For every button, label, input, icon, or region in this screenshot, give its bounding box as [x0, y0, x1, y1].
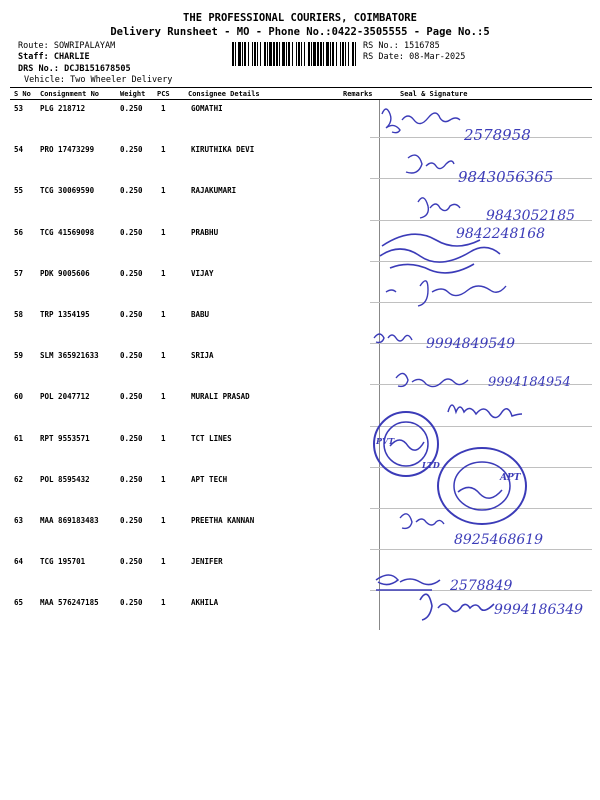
barcode-bar: [273, 42, 275, 66]
row-consignment-no: RPT 9553571: [40, 433, 90, 443]
rs-no-label: RS No.:: [363, 41, 399, 51]
row-sno: 59: [14, 351, 24, 361]
signature-57: [386, 281, 506, 306]
row-weight: 0.250: [120, 310, 143, 319]
barcode-bar: [317, 42, 319, 66]
barcode-bar: [330, 42, 331, 66]
signature-60: [396, 373, 468, 386]
barcode-bar: [348, 42, 349, 66]
barcode-bar: [340, 42, 341, 66]
col-remarks: Remarks: [343, 90, 373, 98]
row-sno: 57: [14, 268, 24, 278]
row-consignee: APT TECH: [191, 474, 228, 484]
barcode-bar: [292, 42, 293, 66]
row-weight: 0.250: [120, 268, 143, 278]
row-sno: 53: [14, 104, 24, 113]
barcode-bar: [276, 42, 278, 66]
row-consignment-no: PRO 17473299: [40, 145, 95, 155]
row-consignment-no: MAA 869183483: [40, 516, 99, 525]
barcode-bar: [238, 42, 241, 66]
col-pcs: PCS: [157, 90, 170, 98]
signatures-overlay: [360, 96, 600, 636]
row-consignee: SRIJA: [191, 351, 214, 361]
row-pcs: 1: [161, 392, 166, 402]
barcode-bar: [326, 42, 329, 66]
stamp-pvt-label: PVT: [376, 436, 395, 446]
row-sno: 61: [14, 433, 24, 443]
drs-value: DCJB151678505: [64, 64, 131, 74]
row-consignment-no: TRP 1354195: [40, 310, 90, 319]
barcode-bar: [342, 42, 344, 66]
signature-54-phone: 9843056365: [458, 168, 554, 186]
company-title: THE PROFESSIONAL COURIERS, COIMBATORE: [183, 12, 417, 24]
rs-date-line: [363, 52, 465, 62]
row-pcs: 1: [161, 433, 166, 443]
col-consignment: Consignment No: [40, 90, 100, 98]
barcode-bar: [260, 42, 261, 66]
row-consignment-no: POL 8595432: [40, 474, 90, 484]
row-weight: 0.250: [120, 227, 143, 237]
col-consignee: Consignee Details: [188, 90, 260, 98]
staff-value: CHARLIE: [53, 52, 90, 62]
row-consignment-no: TCG 41569098: [40, 227, 95, 237]
signature-63: [400, 514, 444, 529]
barcode-bar: [286, 42, 287, 66]
staff-line: [18, 52, 90, 62]
signature-64-phone: 2578849: [450, 578, 513, 594]
row-weight: 0.250: [120, 433, 143, 443]
barcode-bar: [288, 42, 290, 66]
row-pcs: 1: [161, 186, 166, 196]
signature-55: [418, 198, 460, 218]
drs-label: DRS No.:: [18, 64, 59, 74]
stamp-ltd-label: LTD: [422, 460, 440, 470]
drs-barcode: [232, 42, 356, 66]
stamp-apt-outer: [438, 448, 526, 524]
col-weight: Weight: [120, 90, 146, 98]
header-top-rule: [10, 87, 592, 88]
barcode-bar: [232, 42, 234, 66]
signature-59: [374, 334, 412, 343]
row-sno: 56: [14, 227, 24, 237]
barcode-bar: [311, 42, 312, 66]
rs-no-line: [363, 41, 440, 51]
row-weight: 0.250: [120, 598, 143, 608]
signature-59-phone: 9994849549: [426, 336, 516, 352]
row-sno: 65: [14, 598, 24, 608]
row-consignee: AKHILA: [191, 598, 219, 608]
col-sno: S No: [14, 90, 31, 98]
barcode-bar: [296, 42, 297, 66]
barcode-bar: [235, 42, 236, 66]
barcode-bar: [282, 42, 285, 66]
barcode-bar: [269, 42, 272, 66]
barcode-bar: [244, 42, 246, 66]
row-pcs: 1: [161, 227, 166, 237]
barcode-bar: [345, 42, 346, 66]
row-consignee: MURALI PRASAD: [191, 392, 250, 402]
signature-53: [382, 109, 460, 133]
row-pcs: 1: [161, 145, 166, 155]
barcode-bar: [301, 42, 302, 66]
barcode-bar: [279, 42, 280, 66]
signature-63-phone: 8925468619: [454, 532, 544, 548]
signature-60-phone: 9994184954: [488, 375, 571, 390]
barcode-bar: [336, 42, 337, 66]
row-sno: 54: [14, 145, 24, 155]
row-sno: 64: [14, 557, 24, 567]
row-pcs: 1: [161, 598, 166, 608]
rs-no-value: 1516785: [403, 41, 440, 51]
route-label: Route:: [18, 41, 49, 51]
barcode-bar: [267, 42, 268, 66]
row-consignee: KIRUTHIKA DEVI: [191, 145, 255, 155]
row-pcs: 1: [161, 268, 166, 278]
route-line: [18, 41, 115, 51]
row-weight: 0.250: [120, 351, 143, 361]
row-consignee: BABU: [191, 310, 210, 319]
drs-line: [18, 64, 131, 74]
row-pcs: 1: [161, 557, 166, 567]
vehicle-value: Two Wheeler Delivery: [70, 75, 173, 85]
row-weight: 0.250: [120, 392, 143, 402]
rs-date-value: 08-Mar-2025: [409, 52, 466, 62]
row-pcs: 1: [161, 104, 166, 113]
row-consignee: PRABHU: [191, 227, 219, 237]
row-consignee: JENIFER: [191, 557, 223, 567]
row-sno: 58: [14, 310, 24, 319]
row-consignment-no: PLG 218712: [40, 104, 86, 113]
row-sno: 60: [14, 392, 24, 402]
signature-65: [420, 594, 494, 620]
barcode-bar: [264, 42, 266, 66]
row-consignment-no: SLM 365921633: [40, 351, 99, 361]
row-pcs: 1: [161, 310, 166, 319]
barcode-bar: [257, 42, 258, 66]
vehicle-line: [24, 75, 172, 85]
row-consignment-no: POL 2047712: [40, 392, 90, 402]
barcode-bar: [352, 42, 354, 66]
row-sno: 63: [14, 516, 24, 525]
row-sno: 55: [14, 186, 24, 196]
row-weight: 0.250: [120, 104, 143, 113]
barcode-bar: [242, 42, 243, 66]
row-consignee: RAJAKUMARI: [191, 186, 237, 196]
route-value: SOWRIPALAYAM: [53, 41, 116, 51]
signature-65-phone: 9994186349: [494, 602, 584, 618]
row-weight: 0.250: [120, 516, 143, 525]
barcode-bar: [308, 42, 310, 66]
row-pcs: 1: [161, 474, 166, 484]
row-consignment-no: TCG 30069590: [40, 186, 95, 196]
row-weight: 0.250: [120, 557, 143, 567]
signature-54: [406, 155, 454, 173]
row-consignee: GOMATHI: [191, 104, 223, 113]
signature-64: [376, 575, 440, 590]
row-consignment-no: TCG 195701: [40, 557, 86, 567]
stamp-apt-label: APT: [500, 473, 521, 483]
vehicle-label: Vehicle:: [24, 75, 65, 85]
signature-60-initials: [448, 405, 522, 418]
rs-date-label: RS Date:: [363, 52, 404, 62]
staff-label: Staff:: [18, 52, 49, 62]
row-consignee: VIJAY: [191, 268, 214, 278]
row-weight: 0.250: [120, 474, 143, 484]
row-consignee: TCT LINES: [191, 433, 232, 443]
col-seal-signature: Seal & Signature: [400, 90, 468, 98]
signature-56-phone: 9842248168: [456, 226, 546, 242]
row-weight: 0.250: [120, 186, 143, 196]
row-consignment-no: MAA 576247185: [40, 598, 99, 608]
barcode-bar: [304, 42, 305, 66]
stamp-apt-inner: [454, 462, 510, 510]
stamp-pvt-ltd-signature: [390, 440, 424, 450]
barcode-bar: [323, 42, 324, 66]
barcode-bar: [254, 42, 256, 66]
barcode-bar: [248, 42, 249, 66]
barcode-bar: [313, 42, 316, 66]
barcode-bar: [355, 42, 356, 66]
row-consignee: PREETHA KANNAN: [191, 516, 255, 525]
barcode-bar: [298, 42, 300, 66]
runsheet-subtitle: Delivery Runsheet - MO - Phone No.:0422-3505555 - Page No.:5: [110, 26, 490, 38]
stamp-apt-signature: [458, 487, 502, 498]
signature-53-phone: 2578958: [464, 126, 531, 144]
row-consignment-no: PDK 9005606: [40, 268, 90, 278]
signature-55-phone: 9843052185: [486, 208, 576, 224]
row-weight: 0.250: [120, 145, 143, 155]
row-pcs: 1: [161, 516, 166, 525]
barcode-bar: [320, 42, 322, 66]
barcode-bar: [252, 42, 253, 66]
row-pcs: 1: [161, 351, 166, 361]
barcode-bar: [332, 42, 334, 66]
row-sno: 62: [14, 474, 24, 484]
